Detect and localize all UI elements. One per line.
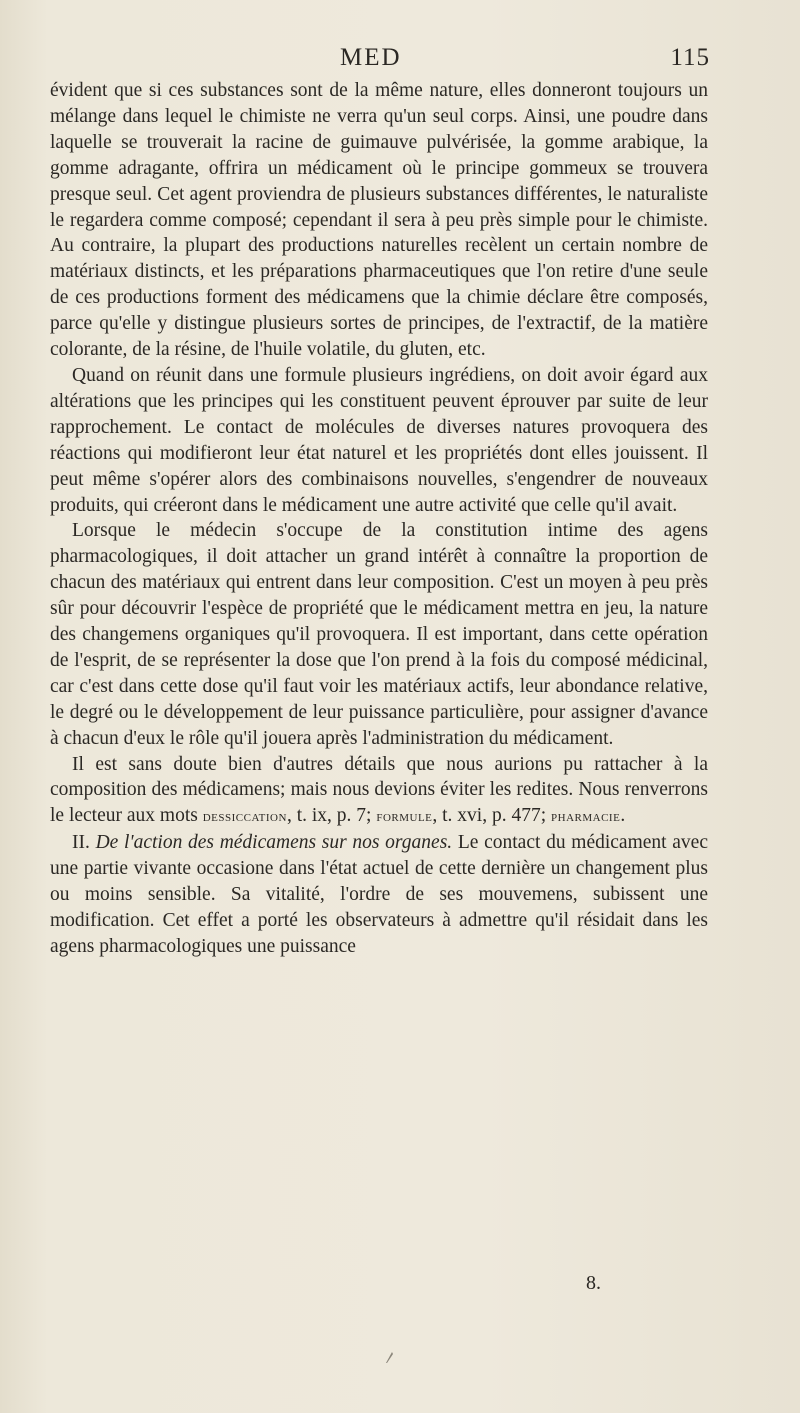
page-header: [0, 44, 800, 78]
page-body: [50, 78, 708, 960]
reference-locator: , t. xvi, p. 477;: [432, 805, 552, 827]
cross-reference: dessiccation: [202, 808, 287, 826]
paragraph-text: Le contact du médicament avec une partie vivante occasione dans l'état actuel de cette dernière un changement plus ou moins sensible. Sa vitalité, l'ordre de ses mouvemens, subissent une modification. Cet effet a porté les observateurs à admettre qu'il résidait dans les agens pharmacologiques une puissance: [50, 832, 708, 957]
section-numeral: II.: [72, 832, 96, 854]
section-title: De l'action des médicamens sur nos organes.: [95, 832, 453, 854]
paragraph: [50, 78, 708, 363]
page-number: 115: [670, 44, 710, 71]
signature-mark: 8.: [586, 1272, 601, 1294]
paragraph-text: évident que si ces substances sont de la même nature, elles donneront toujours un mélange dans lequel le chimiste ne verra qu'un seul corps. Ainsi, une poudre dans laquelle se trouverait la racine de guimauve pulvérisée, la gomme arabique, la gomme adragante, offrira un médicament où le principe gommeux se trouvera presque seul. Cet agent proviendra de plusieurs substances différentes, le naturaliste le regardera comme composé; cependant il sera à peu près simple pour le chimiste. Au contraire, la plupart des productions naturelles recèlent un certain nombre de matériaux distincts, et les préparations pharmaceutiques que l'on retire d'une seule de ces productions forment des médicamens que la chimie déclare être composés, parce qu'elle y distingue plusieurs sortes de principes, de l'extractif, de la matière colorante, de la résine, de l'huile volatile, du gluten, etc.: [50, 80, 708, 361]
ink-speck: [384, 1350, 394, 1364]
paragraph: [50, 830, 708, 960]
paragraph-text: Quand on réunit dans une formule plusieurs ingrédiens, on doit avoir égard aux altérations que les principes qui les constituent peuvent éprouver par suite de leur rapprochement. Le contact de molécules de diverses natures provoquera des réactions qui modifieront leur état naturel et les propriétés dont elles jouissent. Il peut même s'opérer alors des combinaisons nouvelles, s'engendrer de nouveaux produits, qui créeront dans le médicament une autre activité que celle qu'il avait.: [50, 364, 708, 516]
paragraph-text: Il est sans doute bien d'autres détails que nous aurions pu rattacher à la composition des médicamens; mais nous devions éviter les redites. Nous renverrons le lecteur aux mots: [50, 753, 708, 827]
cross-reference: pharmacie: [551, 808, 621, 826]
running-head: MED: [340, 44, 402, 71]
cross-reference: formule: [376, 808, 433, 826]
paragraph: [50, 518, 708, 751]
reference-locator: , t. ix, p. 7;: [286, 805, 377, 827]
paragraph-text: Lorsque le médecin s'occupe de la constitution intime des agens pharmacologiques, il doit attacher un grand intérêt à connaître la proportion de chacun des matériaux qui entrent dans leur composition. C'est un moyen à peu près sûr pour découvrir l'espèce de propriété que le médicament mettra en jeu, la nature des changemens organiques qu'il provoquera. Il est important, dans cette opération de l'esprit, de se représenter la dose que l'on prend à la fois du composé médicinal, car c'est dans cette dose qu'il faut voir les matériaux actifs, leur abondance relative, le degré ou le développement de leur puissance particulière, pour assigner d'avance à chacun d'eux le rôle qu'il jouera après l'administration du médicament.: [50, 520, 708, 749]
paragraph: [50, 752, 708, 831]
paragraph-text: .: [620, 805, 626, 827]
paragraph: [50, 363, 708, 518]
